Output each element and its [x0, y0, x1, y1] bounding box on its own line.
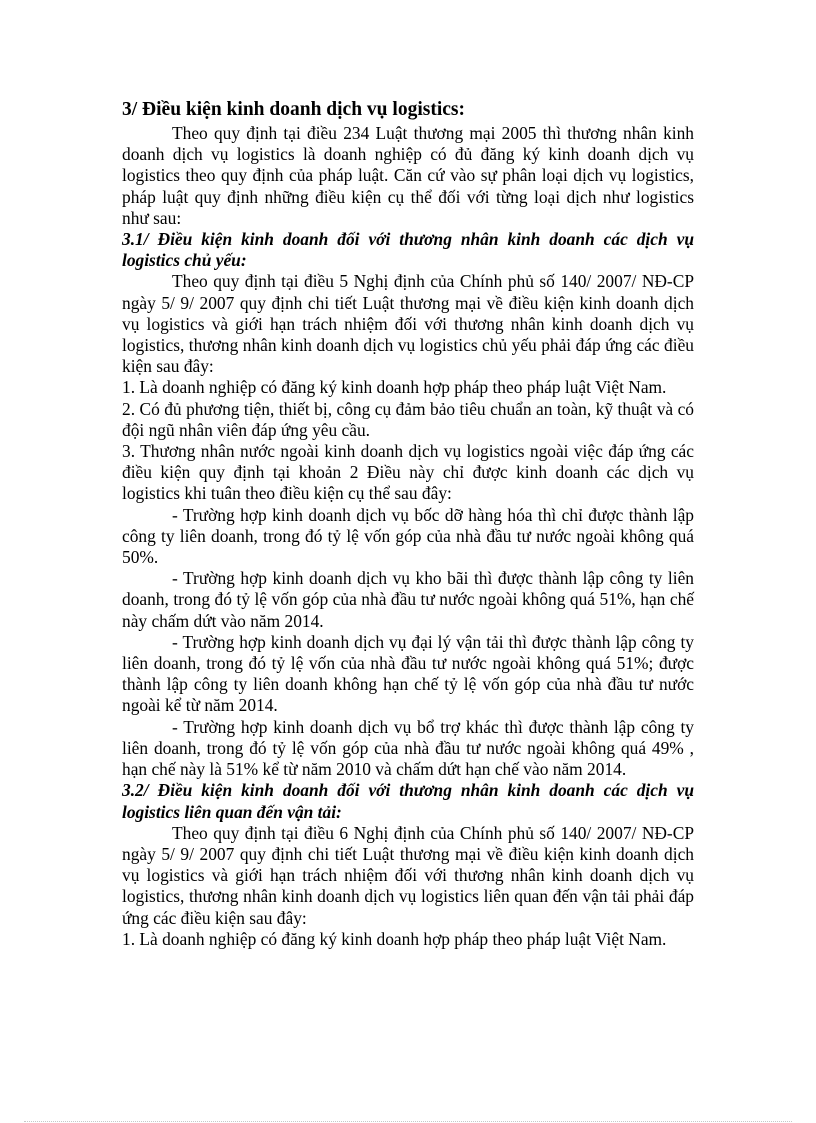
section-3-2-title: 3.2/ Điều kiện kinh doanh đối với thương nhân kinh doanh các dịch vụ logistics liên quan đến vận tải:: [122, 780, 694, 822]
section-3-1-bullet-4: - Trường hợp kinh doanh dịch vụ bổ trợ khác thì được thành lập công ty liên doanh, trong đó tỷ lệ vốn góp của nhà đầu tư nước ngoài không quá 49% , hạn chế này là 51% kể từ năm 2010 và chấm dứt hạn chế vào năm 2014.: [122, 716, 694, 780]
section-3-1-item-2: 2. Có đủ phương tiện, thiết bị, công cụ đảm bảo tiêu chuẩn an toàn, kỹ thuật và có đội ngũ nhân viên đáp ứng yêu cầu.: [122, 398, 694, 440]
section-3-1-item-1: 1. Là doanh nghiệp có đăng ký kinh doanh hợp pháp theo pháp luật Việt Nam.: [122, 377, 667, 398]
section-3-2-intro: Theo quy định tại điều 6 Nghị định của Chính phủ số 140/ 2007/ NĐ-CP ngày 5/ 9/ 2007 quy định chi tiết Luật thương mại về điều kiện kinh doanh dịch vụ logistics và giới hạn trách nhiệm đối với thương nhân kinh doanh dịch vụ logistics, thương nhân kinh doanh dịch vụ logistics liên quan đến vận tải phải đáp ứng các điều kiện sau đây:: [122, 822, 694, 928]
intro-paragraph: Theo quy định tại điều 234 Luật thương mại 2005 thì thương nhân kinh doanh dịch vụ logistics là doanh nghiệp có đủ đăng ký kinh doanh dịch vụ logistics theo quy định của pháp luật. Căn cứ vào sự phân loại dịch vụ logistics, pháp luật quy định những điều kiện cụ thể đối với từng loại dịch như logistics như sau:: [122, 123, 694, 228]
section-3-1-title: 3.1/ Điều kiện kinh doanh đối với thương nhân kinh doanh các dịch vụ logistics chủ yếu:: [122, 229, 694, 271]
page-bottom-divider: [24, 1121, 792, 1122]
section-3-1-item-3: 3. Thương nhân nước ngoài kinh doanh dịch vụ logistics ngoài việc đáp ứng các điều kiện quy định tại khoản 2 Điều này chỉ được kinh doanh các dịch vụ logistics khi tuân theo điều kiện cụ thể sau đây:: [122, 441, 694, 504]
section-3-2-item-1: 1. Là doanh nghiệp có đăng ký kinh doanh hợp pháp theo pháp luật Việt Nam.: [122, 928, 667, 949]
section-3-1-bullet-3: - Trường hợp kinh doanh dịch vụ đại lý vận tải thì được thành lập công ty liên doanh, trong đó tỷ lệ vốn của nhà đầu tư nước ngoài không quá 51%; được thành lập công ty liên doanh không hạn chế tỷ lệ vốn góp của nhà đầu tư nước ngoài kể từ năm 2014.: [122, 631, 694, 716]
document-page: [122, 98, 694, 950]
section-heading: 3/ Điều kiện kinh doanh dịch vụ logistics:: [122, 99, 465, 120]
section-3-1-intro: Theo quy định tại điều 5 Nghị định của Chính phủ số 140/ 2007/ NĐ-CP ngày 5/ 9/ 2007 quy định chi tiết Luật thương mại về điều kiện kinh doanh dịch vụ logistics và giới hạn trách nhiệm đối với thương nhân kinh doanh dịch vụ logistics, thương nhân kinh doanh dịch vụ logistics chủ yếu phải đáp ứng các điều kiện sau đây:: [122, 271, 694, 377]
section-3-1-bullet-1: - Trường hợp kinh doanh dịch vụ bốc dỡ hàng hóa thì chỉ được thành lập công ty liên doanh, trong đó tỷ lệ vốn góp của nhà đầu tư nước ngoài không quá 50%.: [122, 504, 694, 568]
section-3-1-bullet-2: - Trường hợp kinh doanh dịch vụ kho bãi thì được thành lập công ty liên doanh, trong đó tỷ lệ vốn góp của nhà đầu tư nước ngoài không quá 51%, hạn chế này chấm dứt vào năm 2014.: [122, 568, 694, 631]
